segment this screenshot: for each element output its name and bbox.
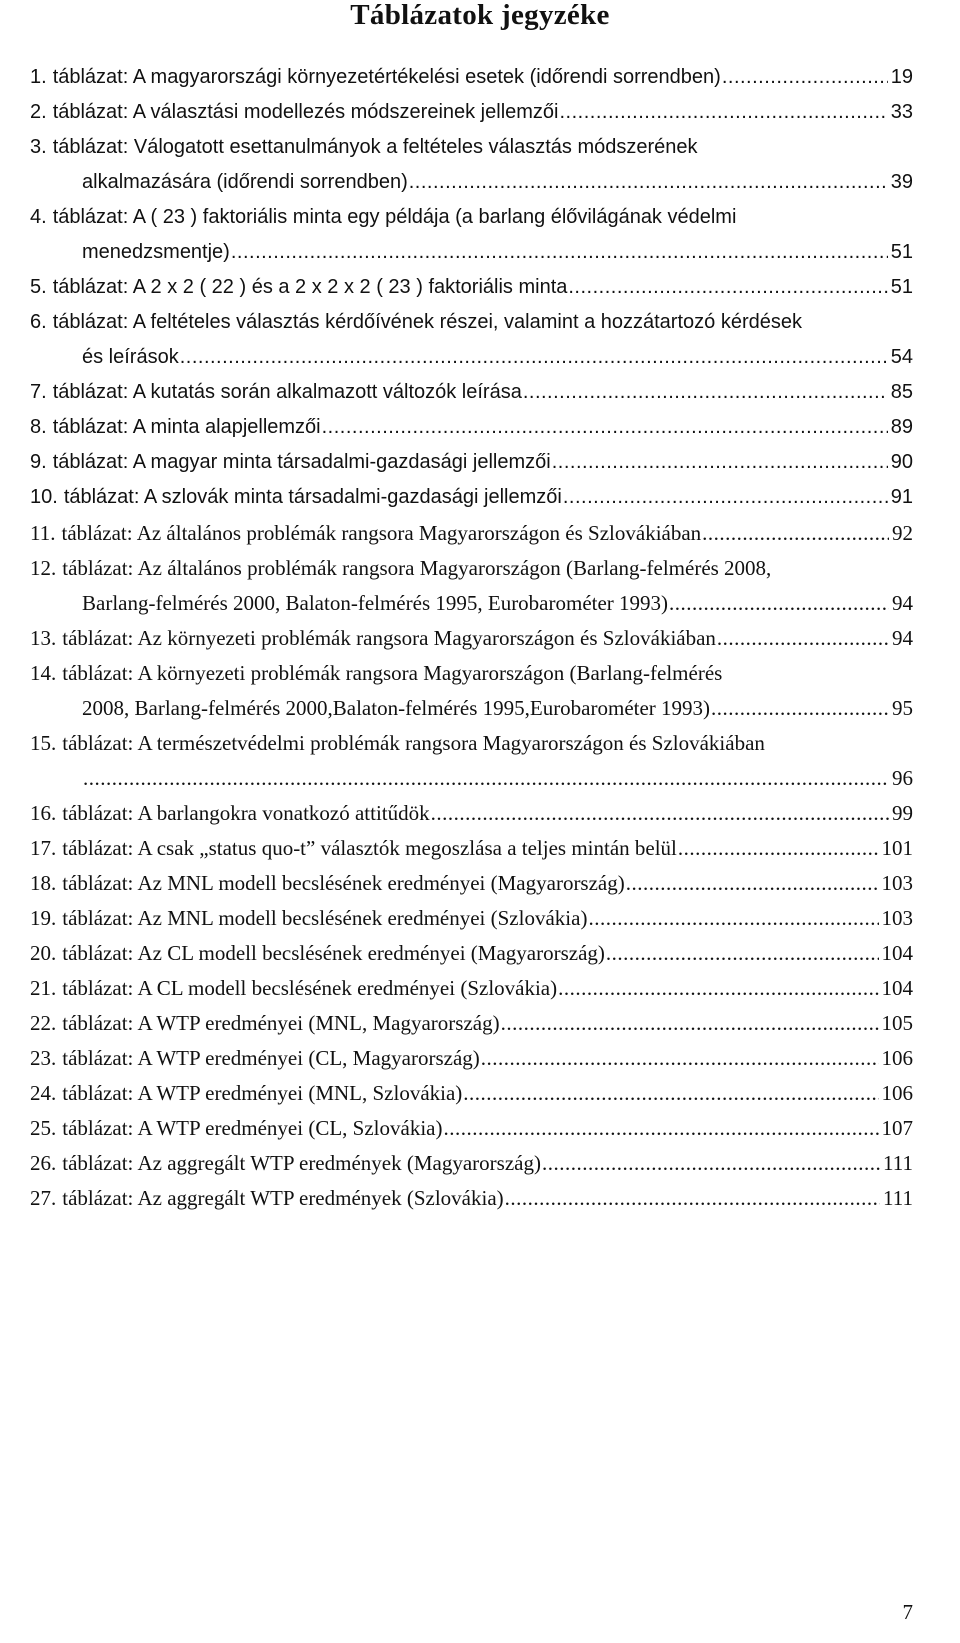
toc-entry-line [30,941,913,976]
toc-entry-line [30,1186,913,1221]
toc-entry-line [30,626,913,661]
dot-leader [567,276,887,299]
toc-entry-number: 14. [30,661,57,685]
toc-entry-text: táblázat: A CL modell becslésének eredményei (Szlovákia) [62,976,558,1000]
toc-entry-number: 3. [30,136,47,158]
toc-entry-page: 104 [881,941,913,965]
dot-leader [677,836,879,861]
toc-entry-page: 89 [890,416,913,438]
toc-entry-page: 92 [892,521,913,545]
toc-entry-page: 33 [890,101,913,123]
toc-entry[interactable] [30,381,913,416]
toc-entry[interactable] [30,1081,913,1116]
toc-entry-page: 99 [892,801,913,825]
dot-leader [557,976,878,1001]
toc-entry[interactable] [30,1151,913,1186]
toc-entry-text: táblázat: A csak „status quo-t” választók megoszlása a teljes mintán belül [62,836,677,860]
dot-leader [559,101,888,124]
toc-entry-text: táblázat: A magyar minta társadalmi-gazdasági jellemzői [52,451,551,473]
toc-entry-line [30,731,913,766]
toc-entry-text: táblázat: A WTP eredményei (MNL, Magyarország) [62,1011,500,1035]
toc-entry[interactable] [30,1046,913,1081]
toc-entry-text: 2008, Barlang-felmérés 2000,Balaton-felmérés 1995,Eurobarométer 1993) [82,696,711,720]
toc-entry-page: 51 [890,276,913,298]
toc-entry-number: 17. [30,836,57,860]
toc-entry-line [30,381,913,416]
dot-leader [716,626,889,651]
toc-entry[interactable] [30,66,913,101]
toc-entry[interactable] [30,836,913,871]
toc-entry-number: 15. [30,731,57,755]
toc-entry-text: táblázat: A WTP eredményei (CL, Magyarország) [62,1046,480,1070]
page-number: 7 [902,1600,913,1624]
toc-entry-line [30,1011,913,1046]
dot-leader [701,521,889,546]
toc-entry-page: 39 [890,171,913,193]
toc-entry-continuation [30,171,913,206]
toc-entry-line [30,311,913,346]
toc-entry-text: táblázat: Az MNL modell becslésének eredményei (Szlovákia) [62,906,588,930]
toc-entry-continuation [30,696,913,731]
toc-entry-page: 95 [892,696,913,720]
dot-leader [82,766,889,791]
toc-entry-page: 94 [892,626,913,650]
toc-entry-number: 23. [30,1046,57,1070]
toc-entry[interactable] [30,731,913,801]
toc-entry[interactable] [30,976,913,1011]
dot-leader [625,871,879,896]
dot-leader [504,1186,880,1211]
toc-entry-text: táblázat: Az aggregált WTP eredmények (Magyarország) [62,1151,541,1175]
toc-entry[interactable] [30,1116,913,1151]
toc-entry-continuation [30,346,913,381]
toc-entry[interactable] [30,801,913,836]
toc-entry[interactable] [30,486,913,521]
toc-entry-number: 6. [30,311,47,333]
dot-leader [462,1081,878,1106]
toc-entry-line [30,836,913,871]
toc-entry-number: 8. [30,416,47,438]
toc-entry-line [30,276,913,311]
dot-leader [321,416,888,439]
toc-entry[interactable] [30,626,913,661]
toc-entry-number: 20. [30,941,57,965]
dot-leader [408,171,888,194]
toc-entry-page: 104 [881,976,913,1000]
toc-entry-text: táblázat: A ( 23 ) faktoriális minta egy példája (a barlang élővilágának védelmi [52,206,737,228]
toc-entry-text: táblázat: Az aggregált WTP eredmények (Szlovákia) [62,1186,504,1210]
toc-entry[interactable] [30,941,913,976]
toc-entry-text: és leírások [82,346,179,368]
toc-entry-line [30,486,913,521]
toc-entry[interactable] [30,311,913,381]
toc-entry-text: táblázat: Az CL modell becslésének eredményei (Magyarország) [62,941,605,965]
toc-entry-continuation [30,766,913,801]
toc-entry-number: 12. [30,556,57,580]
toc-entry-line [30,451,913,486]
toc-entry-text: táblázat: A minta alapjellemzői [52,416,321,438]
toc-entry-line [30,1116,913,1151]
toc-entry-page: 94 [892,591,913,615]
toc-entry-continuation [30,241,913,276]
dot-leader [480,1046,879,1071]
toc-entry-text: menedzsmentje) [82,241,230,263]
toc-entry[interactable] [30,206,913,276]
toc-entry-text: táblázat: A környezeti problémák rangsora Magyarországon (Barlang-felmérés [62,661,723,685]
toc-entry-text: alkalmazására (időrendi sorrendben) [82,171,408,193]
toc-entry-number: 10. [30,486,58,508]
toc-entry-line [30,801,913,836]
toc-entry[interactable] [30,556,913,626]
toc-entry-line [30,976,913,1011]
toc-entry-continuation [30,591,913,626]
dot-leader [430,801,889,826]
dot-leader [605,941,879,966]
dot-leader [668,591,889,616]
toc-entry-page: 19 [890,66,913,88]
toc-entry-line [30,556,913,591]
toc-entry-page: 111 [883,1151,913,1175]
dot-leader [179,346,888,369]
toc-entry-line [30,1081,913,1116]
toc-entry-page: 96 [892,766,913,790]
toc-entry-line [30,101,913,136]
dot-leader [587,906,878,931]
toc-entry-line [30,206,913,241]
toc-entry-line [30,661,913,696]
toc-entry-page: 111 [883,1186,913,1210]
toc-entry-text: táblázat: A WTP eredményei (MNL, Szlovákia) [62,1081,463,1105]
toc-entry-text: Barlang-felmérés 2000, Balaton-felmérés 1995, Eurobarométer 1993) [82,591,669,615]
toc-entry-text: táblázat: A szlovák minta társadalmi-gazdasági jellemzői [63,486,562,508]
dot-leader [230,241,888,264]
toc-entry-page: 106 [881,1081,913,1105]
toc-entry-line [30,136,913,171]
toc-entry[interactable] [30,451,913,486]
toc-entry-text: táblázat: A magyarországi környezetértékelési esetek (időrendi sorrendben) [52,66,721,88]
toc-entry-text: táblázat: Az általános problémák rangsora Magyarországon (Barlang-felmérés 2008, [62,556,772,580]
toc-entry[interactable] [30,906,913,941]
toc-entry-text: táblázat: Az általános problémák rangsora Magyarországon és Szlovákiában [61,521,702,545]
toc-entry-line [30,1151,913,1186]
toc-entry-number: 22. [30,1011,57,1035]
toc-entry-page: 106 [881,1046,913,1070]
toc-entry-number: 21. [30,976,57,1000]
toc-entry-page: 105 [881,1011,913,1035]
dot-leader [710,696,889,721]
toc-entry-page: 107 [881,1116,913,1140]
toc-entry-page: 85 [890,381,913,403]
toc-entry-text: táblázat: A feltételes választás kérdőívének részei, valamint a hozzátartozó kérdések [52,311,802,333]
toc-entry-text: táblázat: Az környezeti problémák rangsora Magyarországon és Szlovákiában [62,626,716,650]
toc-entry-number: 18. [30,871,57,895]
toc-entry-number: 4. [30,206,47,228]
toc-entry-page: 54 [890,346,913,368]
toc-entry-number: 11. [30,521,56,545]
toc-entry-page: 91 [890,486,913,508]
dot-leader [721,66,888,89]
toc-entry-number: 1. [30,66,47,88]
toc-entry-text: táblázat: Válogatott esettanulmányok a feltételes választás módszerének [52,136,698,158]
toc-entry-line [30,416,913,451]
toc-entry-page: 90 [890,451,913,473]
toc-entry-text: táblázat: A természetvédelmi problémák rangsora Magyarországon és Szlovákiában [62,731,765,755]
toc-entry[interactable] [30,1011,913,1046]
page-title: Táblázatok jegyzéke [350,0,610,31]
toc-entry-line [30,66,913,101]
dot-leader [541,1151,880,1176]
toc-entry[interactable] [30,661,913,731]
toc-entry-text: táblázat: A barlangokra vonatkozó attitűdök [62,801,430,825]
toc-entry-text: táblázat: A kutatás során alkalmazott változók leírása [52,381,522,403]
toc-entry-text: táblázat: A 2 x 2 ( 22 ) és a 2 x 2 x 2 ( 23 ) faktoriális minta [52,276,568,298]
toc-entry-text: táblázat: A választási modellezés módszereinek jellemzői [52,101,559,123]
dot-leader [551,451,888,474]
toc-entry-number: 24. [30,1081,57,1105]
toc-entry-page: 51 [890,241,913,263]
toc-entry-text: táblázat: A WTP eredményei (CL, Szlovákia) [62,1116,443,1140]
table-of-tables [30,66,913,1221]
toc-entry-number: 25. [30,1116,57,1140]
toc-entry-text: táblázat: Az MNL modell becslésének eredményei (Magyarország) [62,871,625,895]
toc-entry[interactable] [30,521,913,556]
toc-entry-number: 13. [30,626,57,650]
toc-entry-page: 103 [881,906,913,930]
toc-entry-line [30,1046,913,1081]
toc-entry-number: 26. [30,1151,57,1175]
toc-entry-page: 103 [881,871,913,895]
toc-entry-line [30,871,913,906]
toc-entry[interactable] [30,416,913,451]
dot-leader [500,1011,879,1036]
toc-entry-number: 19. [30,906,57,930]
dot-leader [442,1116,878,1141]
toc-entry-number: 16. [30,801,57,825]
toc-entry[interactable] [30,136,913,206]
toc-entry-line [30,521,913,556]
toc-entry-number: 27. [30,1186,57,1210]
toc-entry-line [30,906,913,941]
toc-entry-number: 5. [30,276,47,298]
dot-leader [522,381,888,404]
toc-entry[interactable] [30,276,913,311]
toc-entry-number: 2. [30,101,47,123]
toc-entry-page: 101 [881,836,913,860]
toc-entry[interactable] [30,101,913,136]
toc-entry-number: 9. [30,451,47,473]
toc-entry-number: 7. [30,381,47,403]
toc-entry[interactable] [30,1186,913,1221]
toc-entry[interactable] [30,871,913,906]
dot-leader [562,486,888,509]
